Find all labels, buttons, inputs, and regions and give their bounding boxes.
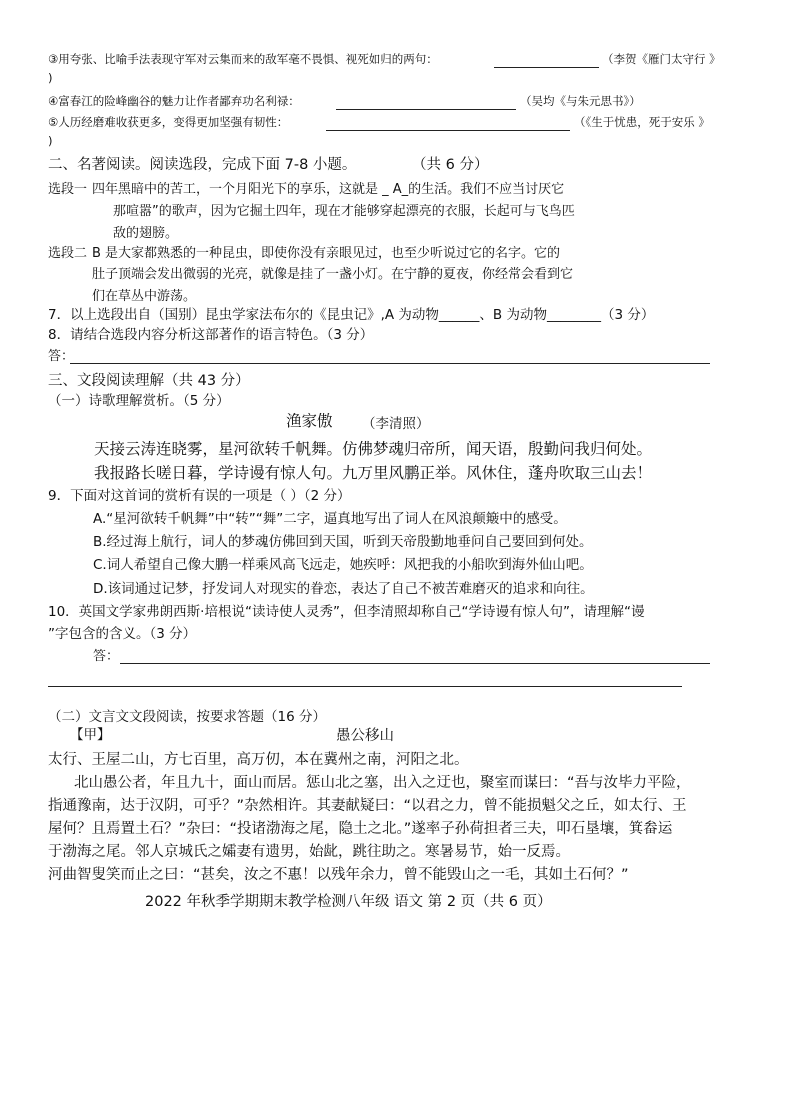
fill-item-5-close: ) [48, 134, 53, 148]
passage-1-label: 选段一 [48, 182, 88, 197]
jia-label: 【甲】 [70, 727, 111, 743]
page-footer: 2022 年秋季学期期末教学检测八年级 语文 第 2 页（共 6 页） [145, 894, 552, 910]
poem-line-2: 我报路长嗟日暮，学诗谩有惊人句。九万里风鹏正举。风休住，蓬舟吹取三山去！ [94, 464, 653, 482]
fill-item-3-blank[interactable] [494, 67, 599, 68]
text-line-4: 屋何？且焉置土石？”杂曰：“投诸渤海之尾，隐土之北。”遂率子孙荷担者三夫，叩石垦壤，箕畚运 [48, 821, 673, 837]
passage-2-line-1: B 是大家都熟悉的一种昆虫，即使你没有亲眼见过，也至少听说过它的名字。它的 [92, 246, 561, 261]
answer-line-10-b[interactable] [48, 686, 682, 687]
section-2-heading: 二、名著阅读。阅读选段，完成下面 7-8 小题。 [48, 157, 357, 173]
fill-item-5-source: （《生于忧患，死于安乐 》 [574, 115, 710, 129]
text-title: 愚公移山 [336, 728, 394, 744]
question-9: 9．下面对这首词的赏析有误的一项是（ ）（2 分） [48, 488, 351, 504]
poem-line-1: 天接云涛连晓雾，星河欲转千帆舞。仿佛梦魂归帝所，闻天语，殷勤问我归何处。 [94, 440, 653, 458]
fill-item-5-blank[interactable] [326, 130, 570, 131]
part-1-heading: （一）诗歌理解赏析。（5 分） [48, 393, 230, 409]
question-9-option-b[interactable]: B.经过海上航行，词人的梦魂仿佛回到天国，听到天帝殷勤地垂问自己要回到何处。 [93, 534, 593, 550]
fill-item-4-text: ④富春江的险峰幽谷的魅力让作者鄙弃功名利禄： [48, 94, 300, 108]
text-line-6: 河曲智叟笑而止之曰：“甚矣，汝之不惠！以残年余力，曾不能毁山之一毛，其如土石何？” [48, 867, 629, 883]
text-line-5: 于渤海之尾。邻人京城氏之孀妻有遗男，始龀，跳往助之。寒暑易节，始一反焉。 [48, 844, 570, 860]
fill-item-3-text: ③用夸张、比喻手法表现守军对云集而来的敌军毫不畏惧、视死如归的两句： [48, 52, 438, 66]
question-10-line-2: ”字包含的含义。（3 分） [48, 626, 197, 642]
question-8: 8．请结合选段内容分析这部著作的语言特色。（3 分） [48, 327, 374, 343]
fill-item-3-close: ) [48, 71, 53, 85]
passage-1-line-2: 那喧嚣”的歌声，因为它掘土四年，现在才能够穿起漂亮的衣服，长起可与飞鸟匹 [113, 204, 575, 219]
poem-author: （李清照） [362, 416, 430, 432]
fill-item-3-source: （李贺《雁门太守行 》 [602, 52, 721, 66]
answer-label-10: 答： [93, 649, 120, 664]
answer-label-8: 答： [48, 349, 75, 364]
question-9-option-c[interactable]: C.词人希望自己像大鹏一样乘风高飞远走，她疾呼：风把我的小船吹到海外仙山吧。 [93, 557, 593, 573]
passage-1-line-3: 敌的翅膀。 [113, 226, 179, 241]
text-line-3: 指通豫南，达于汉阴，可乎？”杂然相许。其妻献疑曰：“以君之力，曾不能损魁父之丘，如太行、王 [48, 798, 687, 814]
section-2-score: （共 6 分） [412, 157, 489, 173]
question-10-line-1: 10．英国文学家弗朗西斯·培根说“读诗使人灵秀”，但李清照却称自己“学诗谩有惊人句”，请理解“谩 [48, 604, 645, 620]
poem-title: 渔家傲 [286, 412, 333, 430]
passage-2-line-2: 肚子顶端会发出微弱的光亮，就像是挂了一盏小灯。在宁静的夏夜，你经常会看到它 [92, 267, 574, 282]
fill-item-5-text: ⑤人历经磨难收获更多，变得更加坚强有韧性： [48, 115, 289, 129]
passage-2-label: 选段二 [48, 246, 88, 261]
answer-line-10-a[interactable] [120, 663, 710, 664]
fill-item-4-blank[interactable] [336, 109, 516, 110]
question-7: 7．以上选段出自（国别）昆虫学家法布尔的《昆虫记》,A 为动物______、B 为动物________（3 分） [48, 307, 655, 323]
answer-line-8[interactable] [70, 363, 710, 364]
passage-2-line-3: 们在草丛中游荡。 [92, 289, 197, 304]
part-2-heading: （二）文言文文段阅读，按要求答题（16 分） [48, 709, 326, 725]
text-line-2: 北山愚公者，年且九十，面山而居。惩山北之塞，出入之迂也，聚室而谋曰：“吾与汝毕力平险， [74, 775, 691, 791]
question-9-option-a[interactable]: A.“星河欲转千帆舞”中“转”“舞”二字，逼真地写出了词人在风浪颠簸中的感受。 [93, 511, 567, 527]
fill-item-4-source: （吴均《与朱元思书》） [520, 94, 641, 108]
text-line-1: 太行、王屋二山，方七百里，高万仞，本在冀州之南，河阳之北。 [48, 752, 469, 768]
section-3-heading: 三、文段阅读理解（共 43 分） [48, 373, 250, 389]
passage-1-line-1: 四年黑暗中的苦工，一个月阳光下的享乐，这就是 _ A_的生活。我们不应当讨厌它 [92, 182, 565, 197]
question-9-option-d[interactable]: D.该词通过记梦，抒发词人对现实的眷恋，表达了自己不被苦难磨灭的追求和向往。 [93, 581, 594, 597]
